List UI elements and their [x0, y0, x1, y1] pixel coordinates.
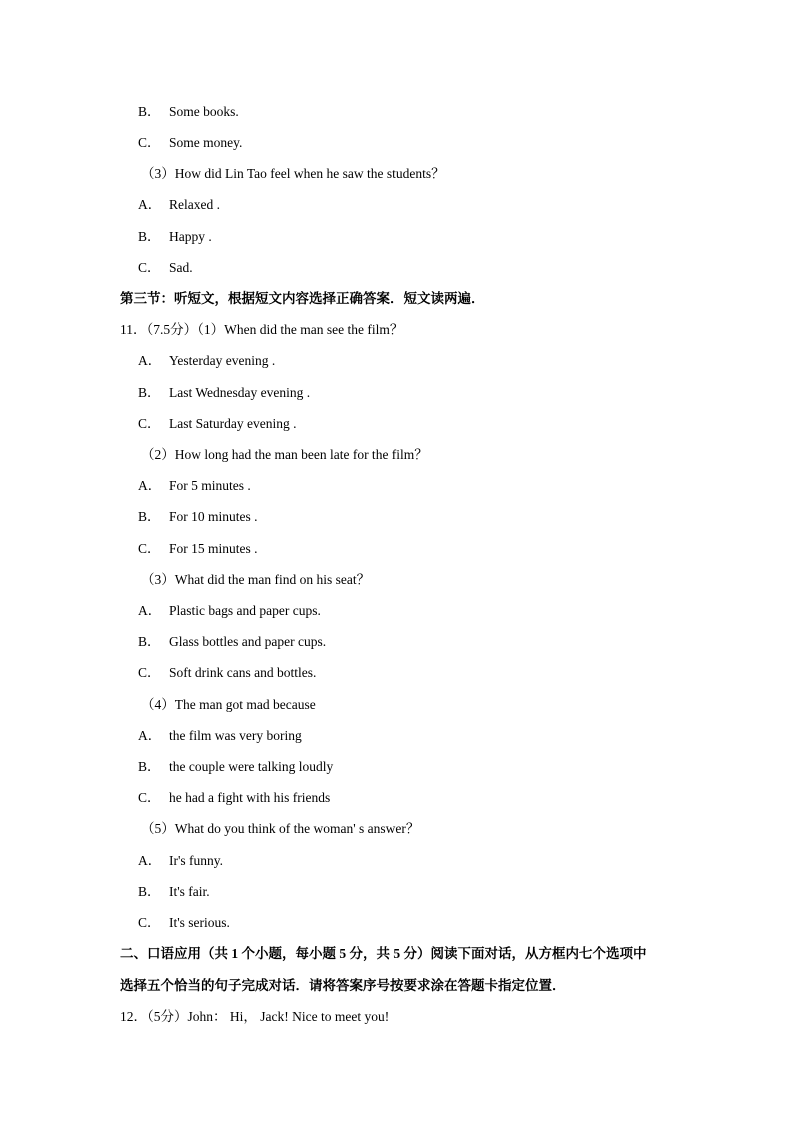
- option-letter: C．: [138, 416, 161, 431]
- q11-2-question: （2）How long had the man been late for the film？: [141, 447, 428, 462]
- q11-4-option-a: [138, 728, 302, 744]
- q11-5-option-b: [138, 884, 210, 900]
- option-text: the couple were talking loudly: [169, 759, 334, 774]
- option-letter: A．: [138, 197, 162, 212]
- q10-2-option-c: [138, 135, 242, 151]
- q11-1-question: 11．（7.5分）（1）When did the man see the film？: [120, 322, 404, 337]
- q11-3-option-c: [138, 665, 316, 681]
- option-letter: B．: [138, 884, 161, 899]
- q11-2-option-c: [138, 541, 258, 557]
- q11-4-question: （4）The man got mad because: [141, 697, 316, 712]
- option-letter: B．: [138, 104, 161, 119]
- q10-3-option-a: [138, 197, 220, 213]
- option-text: For 5 minutes .: [169, 478, 251, 493]
- q11-1-option-b: [138, 385, 310, 401]
- option-letter: A．: [138, 728, 162, 743]
- q10-3-option-b: [138, 229, 212, 245]
- option-letter: C．: [138, 790, 161, 805]
- option-text: the film was very boring: [169, 728, 302, 743]
- option-text: For 15 minutes .: [169, 541, 258, 556]
- q11-3-option-b: [138, 634, 326, 650]
- option-text: Glass bottles and paper cups.: [169, 634, 327, 649]
- option-text: Soft drink cans and bottles.: [169, 665, 317, 680]
- q12-dialogue-line-1: 12．（5分）John： Hi， Jack! Nice to meet you!: [120, 1009, 390, 1024]
- q11-5-option-a: [138, 853, 223, 869]
- q10-2-option-b: [138, 104, 239, 120]
- option-text: Last Wednesday evening .: [169, 385, 311, 400]
- option-text: It's fair.: [169, 884, 210, 899]
- option-text: Ir's funny.: [169, 853, 224, 868]
- option-letter: A．: [138, 353, 162, 368]
- section3-header: 第三节：听短文，根据短文内容选择正确答案．短文读两遍．: [120, 291, 485, 306]
- q10-3-question: （3）How did Lin Tao feel when he saw the students？: [141, 166, 445, 181]
- option-text: Relaxed .: [169, 197, 220, 212]
- option-text: Some money.: [169, 135, 243, 150]
- q11-1-option-c: [138, 416, 296, 432]
- option-text: Happy .: [169, 229, 212, 244]
- option-letter: B．: [138, 229, 161, 244]
- section2-header-line-2: 选择五个恰当的句子完成对话．请将答案序号按要求涂在答题卡指定位置．: [120, 978, 566, 993]
- q11-3-question: （3）What did the man find on his seat？: [141, 572, 371, 587]
- option-letter: B．: [138, 634, 161, 649]
- option-letter: C．: [138, 135, 161, 150]
- option-letter: A．: [138, 853, 162, 868]
- option-letter: B．: [138, 509, 161, 524]
- q11-1-option-a: [138, 353, 275, 369]
- option-letter: B．: [138, 759, 161, 774]
- q11-2-option-b: [138, 509, 258, 525]
- option-text: Some books.: [169, 104, 239, 119]
- option-text: For 10 minutes .: [169, 509, 258, 524]
- option-letter: B．: [138, 385, 161, 400]
- option-letter: C．: [138, 665, 161, 680]
- option-letter: A．: [138, 478, 162, 493]
- q11-4-option-c: [138, 790, 330, 806]
- q11-2-option-a: [138, 478, 251, 494]
- option-letter: C．: [138, 260, 161, 275]
- q11-5-question: （5）What do you think of the woman' s answer？: [141, 821, 420, 836]
- option-letter: C．: [138, 915, 161, 930]
- option-text: Last Saturday evening .: [169, 416, 297, 431]
- option-letter: C．: [138, 541, 161, 556]
- q11-5-option-c: [138, 915, 230, 931]
- option-letter: A．: [138, 603, 162, 618]
- option-text: Plastic bags and paper cups.: [169, 603, 321, 618]
- q10-3-option-c: [138, 260, 193, 276]
- option-text: Sad.: [169, 260, 193, 275]
- option-text: It's serious.: [169, 915, 230, 930]
- section2-header-line-1: 二、口语应用（共 1 个小题，每小题 5 分，共 5 分）阅读下面对话，从方框内七个选项中: [120, 946, 647, 961]
- q11-3-option-a: [138, 603, 321, 619]
- option-text: Yesterday evening .: [169, 353, 276, 368]
- q11-4-option-b: [138, 759, 333, 775]
- option-text: he had a fight with his friends: [169, 790, 331, 805]
